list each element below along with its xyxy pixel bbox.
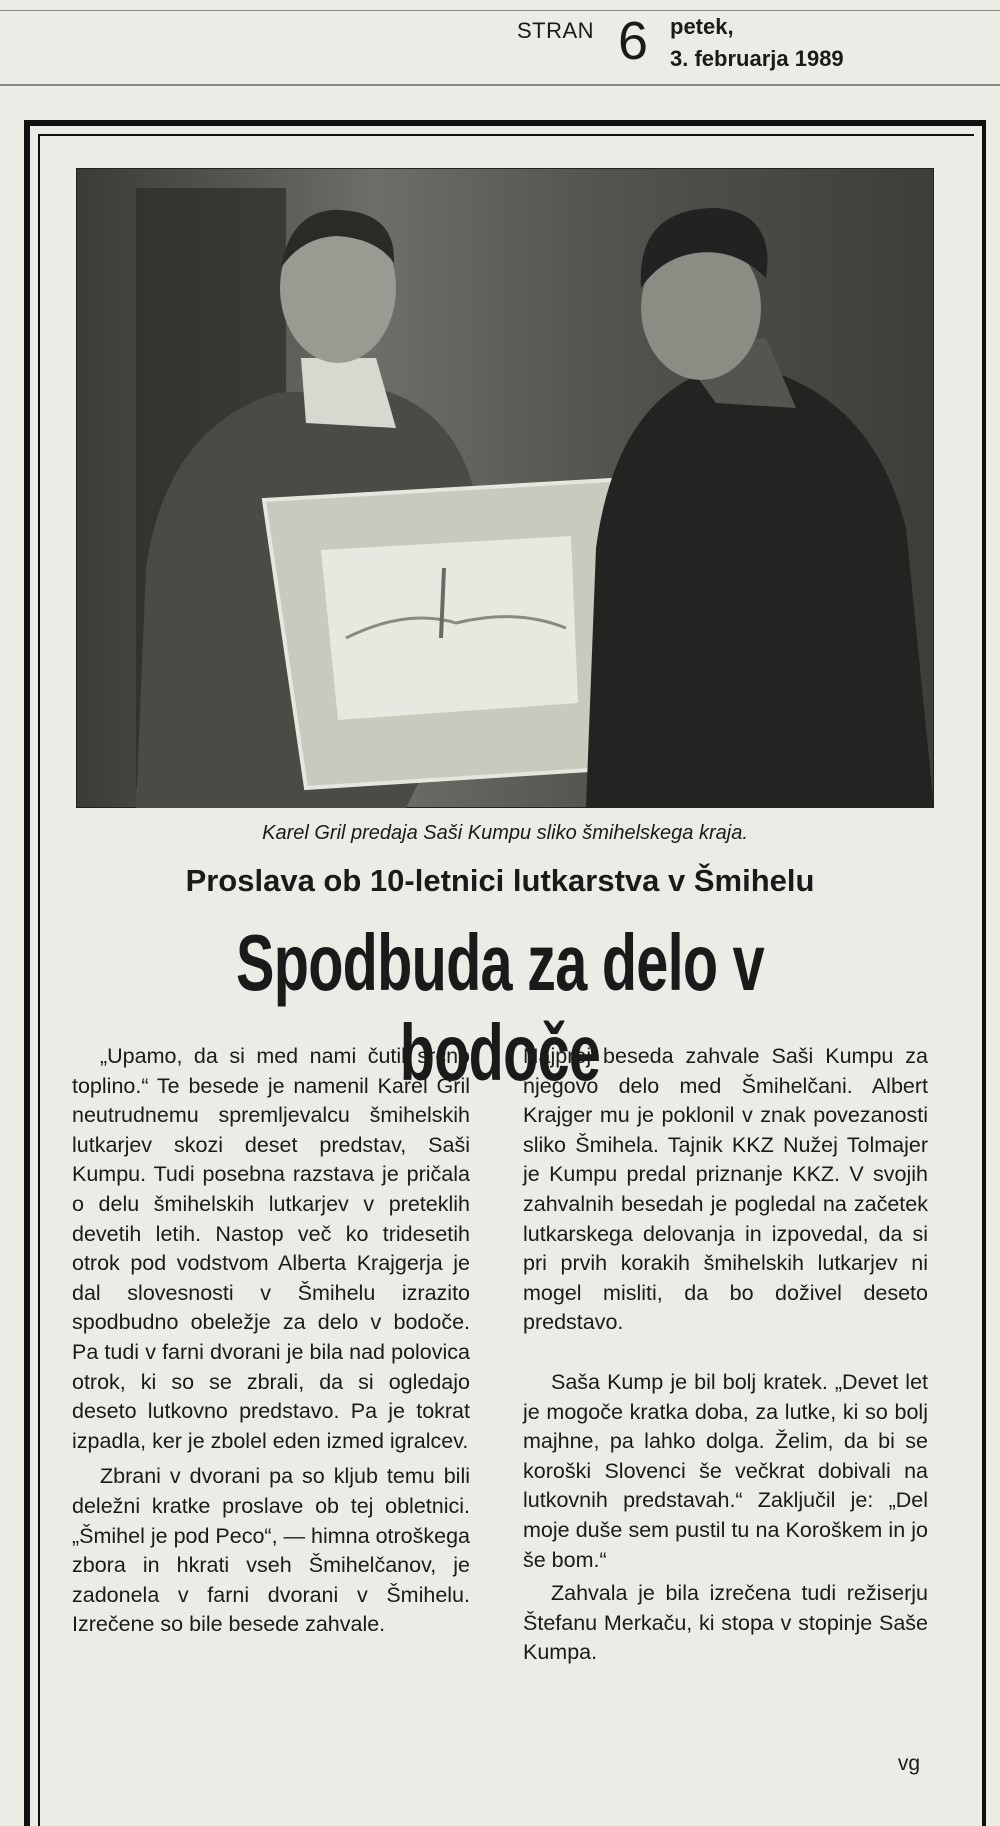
paragraph: Zahvala je bila izrečena tudi režiserju Štefanu Merkaču, ki stopa v stopinje Saše Kumpa. (523, 1581, 928, 1665)
header-rule (0, 84, 1000, 86)
paragraph: Zbrani v dvorani pa so kljub temu bili deležni kratke proslave ob tej obletnici. „Šmihel je pod Peco“, — himna otroškega zbora in hkrati vseh Šmihelčanov, je zadonela v farni dvorani v Šmihelu. Izrečene so bile besede zahvale. (72, 1464, 470, 1637)
paragraph: Najprej beseda zahvale Saši Kumpu za njegovo delo med Šmihelčani. Albert Krajger mu je poklonil v znak povezanosti sliko Šmihela. Tajnik KKZ Nužej Tolmajer je Kumpu predal priznanje KKZ. V svojih zahvalnih besedah je pogledal na začetek lutkarskega delovanja in izpovedal, da si pri prvih korakih šmihelskih lutkarjev ni mogel misliti, da bo doživel deseto predstavo. (523, 1044, 928, 1335)
top-rule (0, 10, 1000, 11)
photo-caption: Karel Gril predaja Saši Kumpu sliko šmihelskega kraja. (262, 822, 748, 844)
author-signature: vg (897, 1752, 920, 1775)
article-kicker: Proslava ob 10-letnici lutkarstva v Šmihelu (185, 863, 815, 898)
header-date: 3. februarja 1989 (670, 46, 844, 71)
left-column (72, 1042, 470, 1640)
page-label: STRAN (517, 18, 595, 43)
right-column (523, 1042, 928, 1668)
article-headline: Spodbuda za delo v bodoče (236, 918, 764, 1097)
paragraph: Saša Kump je bil bolj kratek. „Devet let je mogoče kratka doba, za lutke, ki so bolj majhne, pa lahko dolga. Želim, da bi se koroški Slovenci še večkrat dobivali na lutkovnih predstavah.“ Zaključil je: „Del moje duše sem pustil tu na Koroškem in jo še bom.“ (523, 1369, 928, 1572)
paragraph: „Upamo, da si med nami čutil srčno toplino.“ Te besede je namenil Karel Gril neutrudnemu spremljevalcu šmihelskih lutkarjev skozi deset predstav, Saši Kumpu. Tudi posebna razstava je pričala o delu šmihelskih lutkarjev v preteklih devetih letih. Nastop več ko tridesetih otrok pod vodstvom Alberta Krajgerja je dal slovesnosti v Šmihelu izrazito spodbudno obeležje za delo v bodoče. Pa tudi v farni dvorani je bila nad polovica otrok, ki so se zbrali, da si ogledajo deseto lutkovno predstavo. Pa je tokrat izpadla, ker je zbolel eden izmed igralcev. (72, 1044, 470, 1453)
article-photo (76, 168, 934, 808)
framed-picture (264, 480, 621, 788)
header-day: petek, (670, 14, 734, 39)
page-number: 6 (618, 11, 649, 71)
